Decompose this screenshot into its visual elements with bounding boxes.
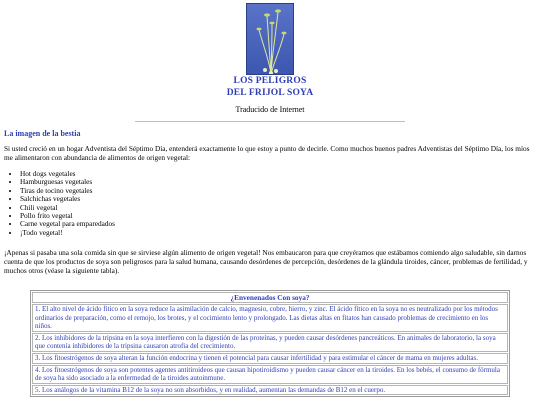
- list-item: • Carne vegetal para emparedados: [20, 220, 115, 228]
- horizontal-divider: [135, 121, 405, 122]
- intro-paragraph: Si usted creció en un hogar Adventista del Séptimo Día, entenderá exactamente lo que estoy a punto de decirle. Como muchos buenos padres Adventistas del Séptimo Día, los míos me alimentaron con abundancia de alimentos de origen vegetal:: [4, 144, 530, 162]
- page-title-line1: LOS PELIGROS: [233, 76, 307, 86]
- list-item: • ¡Todo vegetal!: [20, 229, 115, 237]
- section-heading: La imagen de la bestia: [4, 129, 81, 138]
- list-item: • Salchichas vegetales: [20, 195, 115, 203]
- page-subtitle: Traducido de Internet: [235, 105, 305, 114]
- table-row: 3. Los fitoestrógenos de soya alteran la función endocrina y tienen el potencial para causar infertilidad y para estimular el cáncer de mama en mujeres adultas.: [32, 353, 508, 364]
- list-item: • Pollo frito vegetal: [20, 212, 115, 220]
- table-row: 5. Los análogos de la vitamina B12 de la soya no son absorbidos, y en realidad, aumentan las demandas de B12 en el cuerpo.: [32, 385, 508, 396]
- list-item: • Chili vegetal: [20, 204, 115, 212]
- page-title-line2: DEL FRIJOL SOYA: [226, 88, 314, 98]
- list-item: • Tiras de tocino vegetales: [20, 187, 115, 195]
- list-item: • Hot dogs vegetales: [20, 170, 115, 178]
- body-paragraph: ¡Apenas si pasaba una sola comida sin que se sirviese algún alimento de origen vegetal! Nos embaucaron para que creyéramos que estábamos comiendo algo saludable, sin darnos cuenta de que los productos de soya son peligrosos para la salud humana, causando desórdenes de percepción, desórdenes de la glándula tiroides, cáncer, problemas de fertilidad, y muchos otros (véase la siguiente tabla).: [4, 248, 528, 275]
- soy-sprouts-image: [246, 3, 294, 75]
- soy-dangers-table: [30, 290, 510, 397]
- table-row: 1. El alto nivel de ácido fítico en la soya reduce la asimilación de calcio, magnesio, cobre, hierro, y zinc. El ácido fítico en la soya no es neutralizado por los métodos ordinarios de preparación, como el remojo, los brotes, y el cocimiento lento y prolongado. Las dietas altas en fitatos han causado problemas de crecimiento en los niños.: [32, 304, 508, 332]
- sprouts-illustration: [247, 4, 294, 75]
- vegetarian-foods-list: [20, 170, 115, 237]
- list-item: • Hamburguesas vegetales: [20, 178, 115, 186]
- table-row: 4. Los fitoestrógenos de soya son potentes agentes antitiroideos que causan hipotiroidismo y pueden causar cáncer en la tiroides. En los bebés, el consumo de fórmula de soya ha sido asociado a la enfermedad de la tiroides autoinmune.: [32, 365, 508, 384]
- table-row: 2. Los inhibidores de la tripsina en la soya interfieren con la digestión de las proteínas, y pueden causar desórdenes pancreáticos. En animales de laboratorio, la soya que contenía inhibidores de la tripsina causaron atrofia del crecimiento.: [32, 333, 508, 352]
- table-heading: ¿Envenenados Con soya?: [32, 292, 508, 303]
